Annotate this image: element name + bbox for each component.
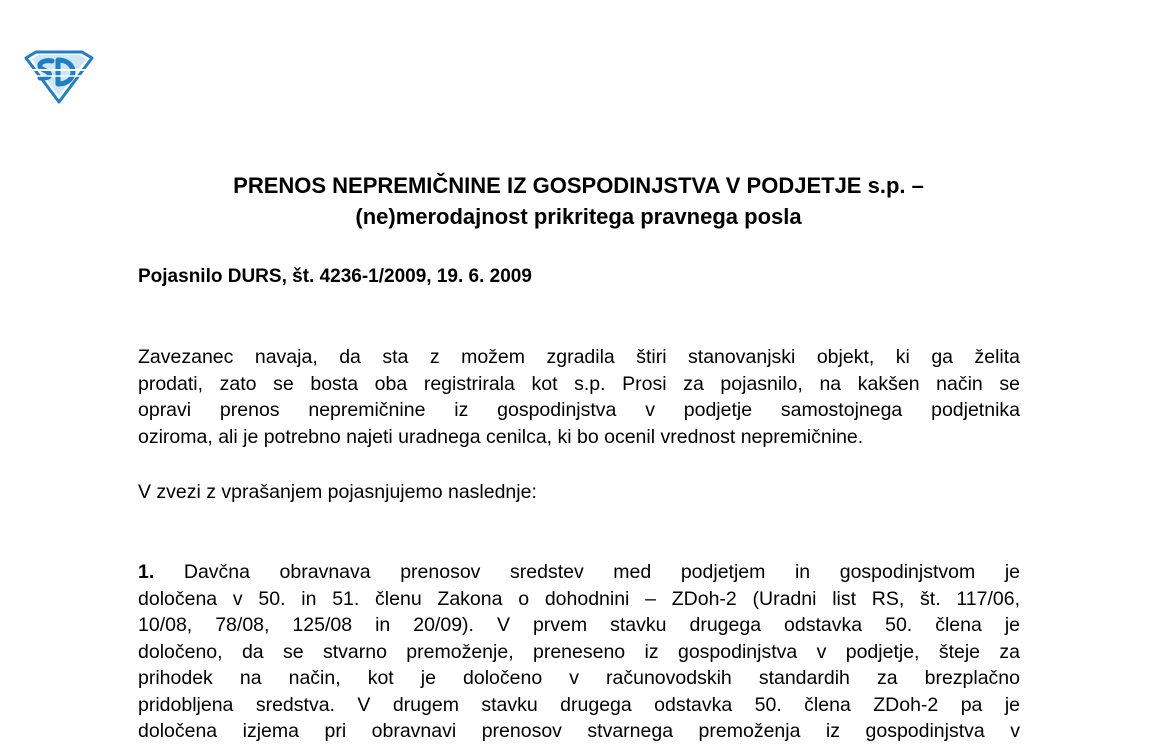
title-line-2: (ne)merodajnost prikritega pravnega posla [355, 204, 802, 229]
paragraph-line: opravi prenos nepremičnine iz gospodinjstva v podjetje samostojnega podjetnika [138, 399, 1020, 421]
paragraph-line: določeno, da se stvarno premoženje, preneseno iz gospodinjstva v podjetje, šteje za [138, 640, 1020, 663]
paragraph-line: prodati, zato se bosta oba registrirala kot s.p. Prosi za pojasnilo, na kakšen način se [138, 372, 1020, 395]
paragraph-line: oziroma, ali je potrebno najeti uradnega cenilca, ki bo ocenil vrednost nepremičnine. [138, 425, 864, 448]
paragraph-answer-1 [138, 559, 1020, 745]
paragraph-first-line-text: Davčna obravnava prenosov sredstev med podjetjem in gospodinjstvom je [154, 561, 1020, 583]
paragraph-intro [138, 479, 1020, 506]
paragraph-line: določena izjema pri obravnavi prenosov stvarnega premoženja iz gospodinjstva v [138, 720, 1020, 742]
paragraph-line: pridobljena sredstva. V drugem stavku drugega odstavka 50. člena ZDoh-2 pa je [138, 693, 1020, 716]
paragraph-line: prihodek na način, kot je določeno v računovodskih standardih za brezplačno [138, 667, 1020, 689]
paragraph-line [138, 559, 1020, 586]
paragraph-line: Zavezanec navaja, da sta z možem zgradila štiri stanovanjski objekt, ki ga želita [138, 346, 1020, 368]
paragraph-line: 10/08, 78/08, 125/08 in 20/09). V prvem stavku drugega odstavka 50. člena je [138, 614, 1020, 636]
document-title [60, 170, 1097, 232]
point-number: 1. [138, 561, 155, 583]
sd-logo-icon [22, 50, 96, 104]
paragraph-line: V zvezi z vprašanjem pojasnjujemo naslednje: [138, 481, 537, 503]
paragraph-line: določena v 50. in 51. členu Zakona o dohodnini – ZDoh-2 (Uradni list RS, št. 117/06, [138, 587, 1020, 610]
paragraph-question [138, 344, 1020, 450]
reference-line: Pojasnilo DURS, št. 4236-1/2009, 19. 6. 2009 [138, 266, 532, 287]
title-line-1: PRENOS NEPREMIČNINE IZ GOSPODINJSTVA V PODJETJE s.p. – [233, 173, 924, 198]
